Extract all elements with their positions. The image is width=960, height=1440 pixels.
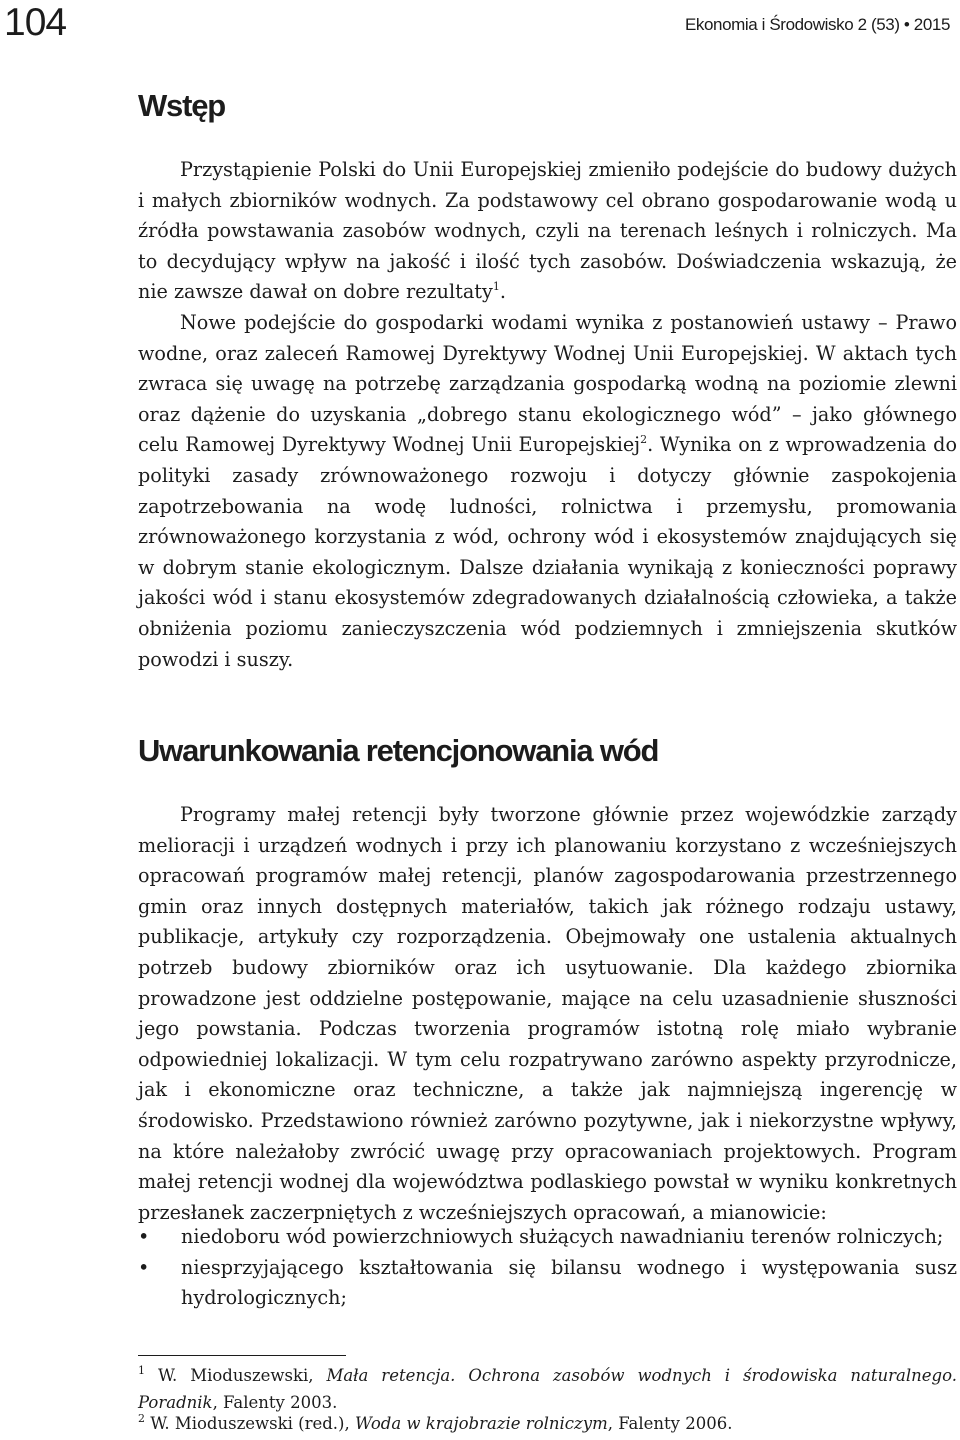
list-item [138, 1222, 957, 1253]
running-header: Ekonomia i Środowisko 2 (53) • 2015 [684, 15, 950, 34]
footnote-author: W. Mioduszewski (red.), [150, 1414, 355, 1433]
footnote-2 [138, 1410, 957, 1437]
footnote-number: 2 [138, 1411, 145, 1425]
conditions-paragraph-1-text: Programy małej retencji były tworzone głównie przez wojewódzkie zarządy melioracji i urządzeń wodnych i przy ich planowaniu korzystano z wcześniejszych opracowań programów małej retencji, planów zagospodarowania przestrzennego gmin oraz innych dostępnych materiałów, takich jak różnego rodzaju ustawy, publikacje, artykuły czy rozporządzenia. Obejmowały one ustalenia aktualnych potrzeb budowy zbiorników oraz ich usytuowanie. Dla każdego zbiornika prowadzone jest oddzielne postępowanie, mające na celu uzasadnienie słuszności jego powstania. Podczas tworzenia programów istotną rolę miało wybranie odpowiedniej lokalizacji. W tym celu rozpatrywano zarówno aspekty przyrodnicze, jak i ekonomiczne oraz techniczne, a także jak najmniejszą ingerencję w środowisko. Przedstawiono również zarówno pozytywne, jak i niekorzystne wpływy, na które należałoby zwrócić uwagę przy opracowaniach projektowych. Program małej retencji wodnej dla województwa podlaskiego powstał w wyniku konkretnych przesłanek zaczerpniętych z wcześniejszych opracowań, a mianowicie: [138, 803, 957, 1224]
intro-paragraph-2 [138, 308, 957, 675]
bullet-icon: • [138, 1255, 150, 1279]
intro-paragraph-2-text-a: Nowe podejście do gospodarki wodami wynika z postanowień ustawy – Prawo wodne, oraz zaleceń Ramowej Dyrektywy Wodnej Unii Europejskiej. W aktach tych zwraca się uwagę na potrzebę zarządzania gospodarką wodną na poziomie zlewni oraz dążenie do uzyskania „dobrego stanu ekologicznego wód” – jako głównego celu Ramowej Dyrektywy Wodnej Unii Europejskiej [138, 311, 957, 457]
footnote-publication: , Falenty 2003. [212, 1393, 338, 1412]
footnote-title: Woda w krajobrazie rolniczym [354, 1414, 608, 1433]
conditions-bullet-list [138, 1222, 957, 1314]
page-number: 104 [4, 1, 67, 44]
footnote-author: W. Mioduszewski, [157, 1366, 327, 1385]
list-item-text: niedoboru wód powierzchniowych służących nawadnianiu terenów rolniczych; [181, 1225, 944, 1248]
intro-paragraph-2-text-b: . Wynika on z wprowadzenia do polityki zasady zrównoważonego rozwoju i dotyczy głównie zaspokojenia zapotrzebowania na wodę ludności, rolnictwa i przemysłu, promowania zrównoważonego korzystania z wód, ochrony wód i ekosystemów znajdujących się w dobrym stanie ekologicznym. Dalsze działania wynikają z konieczności poprawy jakości wód i stanu ekosystemów zdegradowanych działalnością człowieka, a także obniżenia poziomu zanieczyszczenia wód podziemnych i zmniejszenia skutków powodzi i suszy. [138, 433, 958, 671]
footnote-ref-1: 1 [492, 279, 500, 293]
section-heading-intro: Wstęp [138, 88, 226, 123]
section-heading-conditions: Uwarunkowania retencjonowania wód [138, 733, 659, 768]
footnote-number: 1 [138, 1363, 145, 1377]
footnote-title: Mała retencja. Ochrona zasobów wodnych i środowiska naturalnego. Poradnik [138, 1366, 957, 1412]
footnote-1 [138, 1362, 957, 1416]
footnote-divider [138, 1355, 346, 1356]
intro-paragraph-1-end: . [499, 280, 506, 304]
intro-paragraph-1-text: Przystąpienie Polski do Unii Europejskiej zmieniło podejście do budowy dużych i małych zbiorników wodnych. Za podstawowy cel obrano gospodarowanie wodą u źródła powstawania zasobów wodnych, czyli na terenach leśnych i rolniczych. Ma to decydujący wpływ na jakość i ilość tych zasobów. Doświadczenia wskazują, że nie zawsze dawał on dobre rezultaty [138, 158, 957, 304]
footnote-ref-2: 2 [640, 432, 648, 446]
intro-paragraph-1 [138, 155, 957, 308]
list-item [138, 1253, 957, 1314]
list-item-text: niesprzyjającego kształtowania się bilansu wodnego i występowania susz hydrologicznych; [181, 1255, 957, 1310]
bullet-icon: • [138, 1225, 150, 1248]
footnote-publication: , Falenty 2006. [607, 1414, 733, 1433]
conditions-paragraph-1 [138, 800, 957, 1228]
